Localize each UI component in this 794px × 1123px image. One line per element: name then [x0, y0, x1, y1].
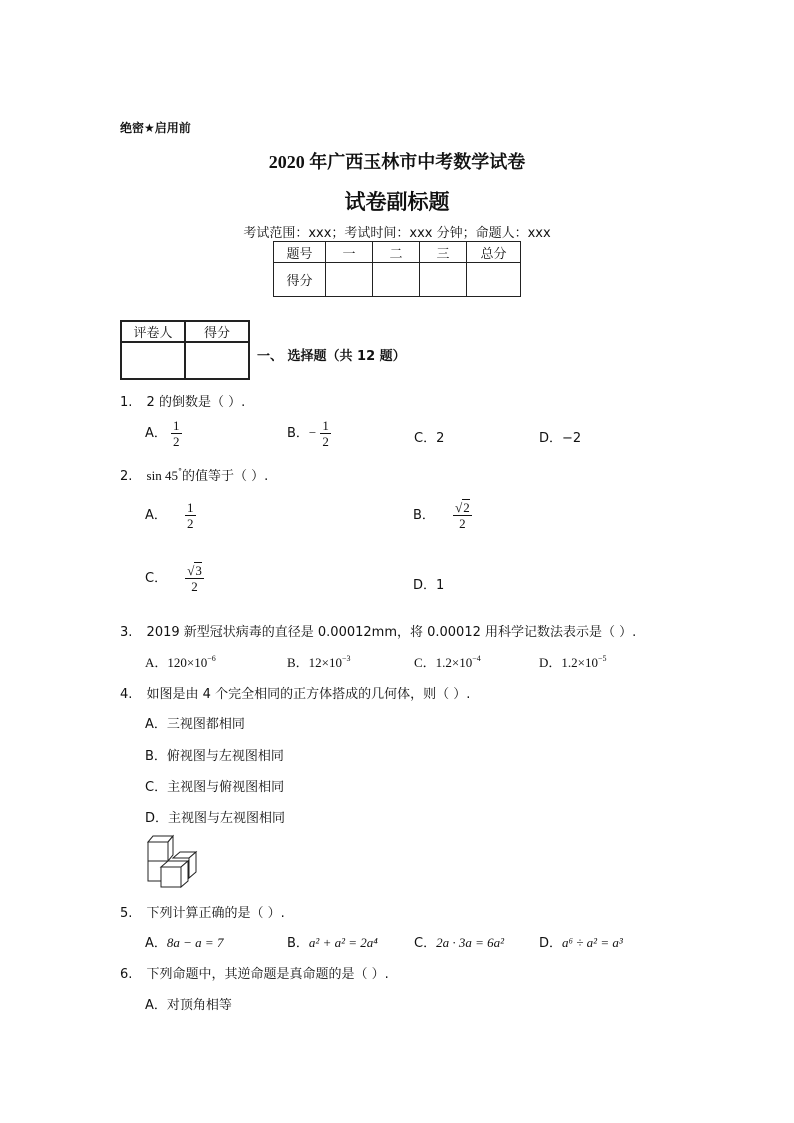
grader-cell[interactable] — [121, 342, 185, 379]
fraction-numerator: 1 — [187, 500, 194, 515]
sqrt-radicand: 3 — [195, 563, 202, 578]
option-label: B． — [287, 426, 309, 441]
q4-option-b[interactable]: B．俯视图与左视图相同 — [145, 749, 284, 764]
fraction-denominator: 2 — [173, 434, 180, 449]
q3-option-d[interactable]: D．$1.2\times 10^{-5}$ — [539, 654, 607, 670]
option-label: A． — [145, 508, 167, 523]
question-5 — [120, 902, 285, 921]
exam-title: 2020 年广西玉林市中考数学试卷 — [268, 152, 526, 172]
question-stem: 的值等于（ ）. — [181, 469, 269, 484]
fraction-denominator: 2 — [322, 434, 329, 449]
exam-subtitle: 试卷副标题 — [344, 190, 450, 214]
grader-header: 评卷人 — [121, 321, 185, 342]
q1-option-c[interactable]: C．2 — [414, 431, 445, 446]
question-stem: 2 的倒数是（ ）. — [146, 395, 246, 410]
q2-option-b[interactable]: B． $\frac{√2}{2}$ — [413, 500, 470, 531]
question-6 — [120, 963, 389, 982]
question-stem: 下列命题中，其逆命题是真命题的是（ ）. — [146, 967, 389, 982]
score-cell[interactable] — [373, 263, 420, 297]
q5-option-d[interactable]: D．a⁶ ÷ a² = a³ — [539, 935, 623, 951]
q4-option-d[interactable]: D．主视图与左视图相同 — [145, 811, 286, 826]
question-stem: 如图是由 4 个完全相同的正方体搭成的几何体，则（ ）. — [146, 687, 471, 702]
fraction-numerator: 1 — [173, 418, 180, 433]
sqrt-radicand: 2 — [463, 500, 470, 515]
option-label: C． — [145, 571, 168, 586]
question-number: 6. — [120, 967, 133, 982]
question-2: 2. sin 45°的值等于（ ）. — [120, 467, 269, 484]
question-number: 3. — [120, 625, 133, 640]
exam-info: 考试范围：xxx；考试时间：xxx 分钟；命题人：xxx — [243, 226, 551, 241]
q4-option-a[interactable]: A．三视图都相同 — [145, 717, 245, 732]
question-1 — [120, 391, 245, 410]
question-number: 1. — [120, 395, 133, 410]
cubes-figure — [144, 834, 202, 890]
q2-option-a[interactable] — [145, 500, 196, 531]
q2-option-c[interactable]: C． $\frac{√3}{2}$ — [145, 563, 202, 594]
question-number: 5. — [120, 906, 133, 921]
q3-option-b[interactable]: B．$12\times 10^{-3}$ — [287, 654, 351, 670]
minus-sign: − — [308, 425, 317, 440]
question-stem-math: sin 45 — [146, 468, 178, 483]
grader-header: 得分 — [185, 321, 249, 342]
fraction-denominator: 2 — [459, 516, 466, 531]
score-table-header: 二 — [373, 242, 420, 263]
q1-option-d[interactable]: D．−2 — [539, 431, 582, 446]
score-table-header: 总分 — [467, 242, 521, 263]
q3-option-a[interactable]: A．$120\times 10^{-6}$ — [145, 654, 216, 670]
option-label: A． — [145, 426, 167, 441]
question-stem: 2019 新型冠状病毒的直径是 0.00012mm，将 0.00012 用科学记数法表示是（ ）. — [146, 625, 637, 640]
score-cell[interactable] — [420, 263, 467, 297]
question-4 — [120, 683, 470, 702]
grader-cell[interactable] — [185, 342, 249, 379]
option-label: B． — [413, 508, 435, 523]
q5-option-c[interactable]: C．2a · 3a = 6a² — [414, 935, 504, 951]
fraction-denominator: 2 — [191, 579, 198, 594]
score-row-label: 得分 — [274, 263, 326, 297]
score-table-header: 三 — [420, 242, 467, 263]
q1-option-a[interactable] — [145, 418, 182, 449]
question-number: 2. — [120, 469, 133, 484]
question-number: 4. — [120, 687, 133, 702]
score-table-header: 题号 — [274, 242, 326, 263]
fraction-numerator: 1 — [322, 418, 329, 433]
secret-label: 绝密★启用前 — [120, 121, 191, 135]
fraction-denominator: 2 — [187, 516, 194, 531]
q2-option-d[interactable]: D．1 — [413, 578, 445, 593]
question-3 — [120, 621, 636, 640]
q6-option-a[interactable]: A．对顶角相等 — [145, 998, 232, 1013]
q5-option-b[interactable]: B．a² + a² = 2a⁴ — [287, 935, 378, 951]
q4-option-c[interactable]: C．主视图与俯视图相同 — [145, 780, 285, 795]
section-title: 一、 选择题（共 12 题） — [257, 349, 406, 364]
score-cell[interactable] — [467, 263, 521, 297]
score-cell[interactable] — [326, 263, 373, 297]
q3-option-c[interactable]: C．$1.2\times 10^{-4}$ — [414, 654, 481, 670]
score-table — [273, 241, 521, 297]
question-stem: 下列计算正确的是（ ）. — [146, 906, 285, 921]
q1-option-b[interactable] — [287, 418, 331, 449]
grader-table — [120, 320, 250, 380]
q5-option-a[interactable]: A．8a − a = 7 — [145, 935, 224, 951]
score-table-header: 一 — [326, 242, 373, 263]
